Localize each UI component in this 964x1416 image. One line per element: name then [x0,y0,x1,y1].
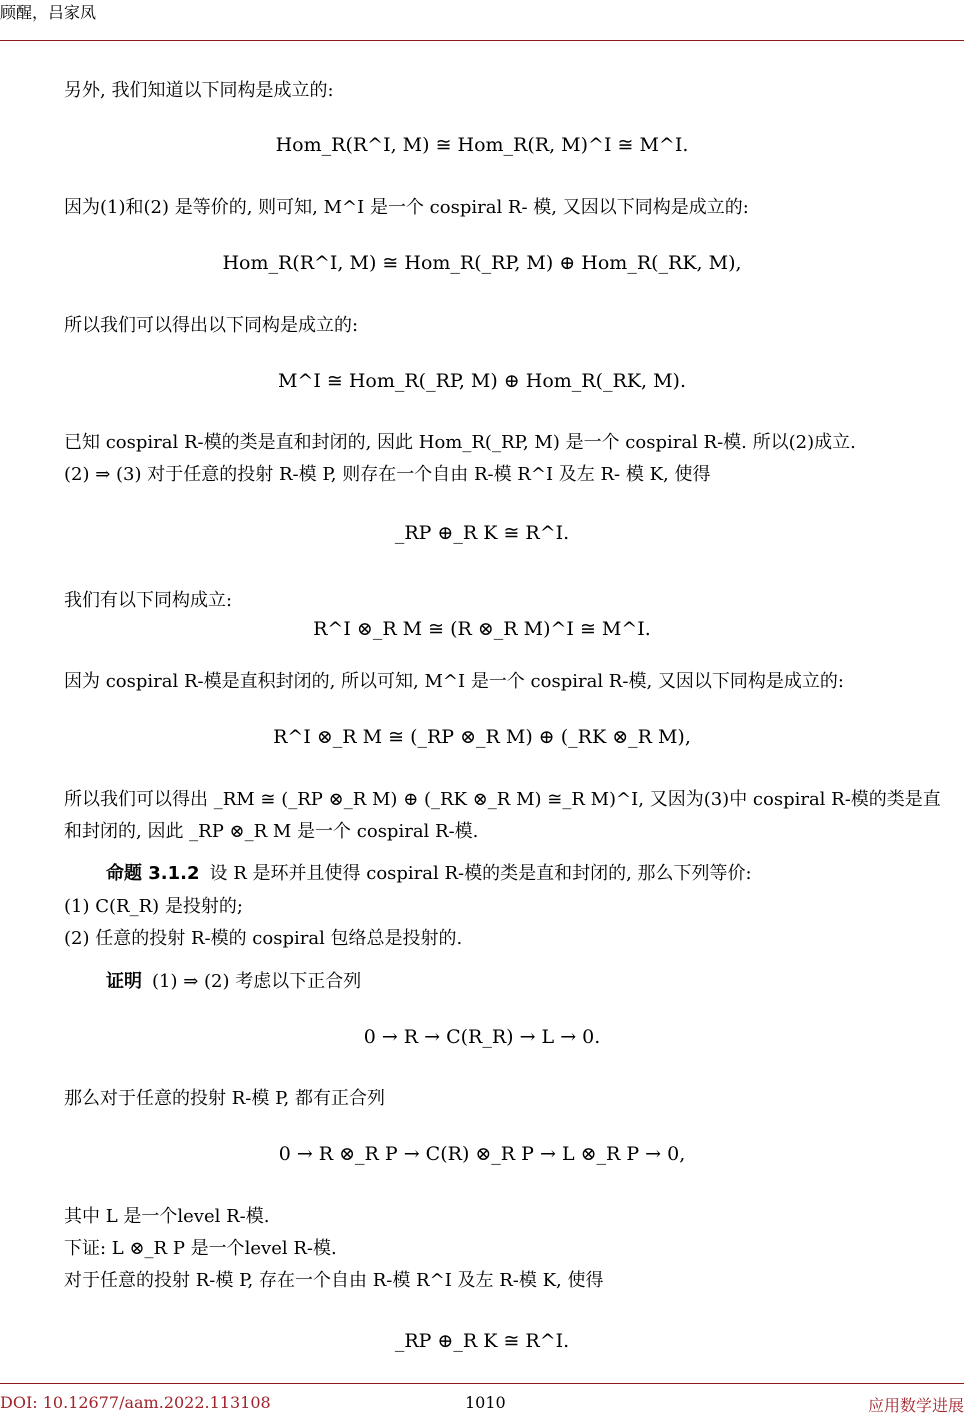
proof [106,967,361,993]
paragraph: (2) ⇒ (3) 对于任意的投射 R-模 P, 则存在一个自由 R-模 R^I 及左 R- 模 K, 使得 [64,464,711,485]
paragraph: 下证: L ⊗_R P 是一个level R-模. [64,1238,337,1259]
equation: _RP ⊕_R K ≅ R^I. [394,1330,570,1352]
proposition [106,859,752,885]
equation: Hom_R(R^I, M) ≅ Hom_R(R, M)^I ≅ M^I. [275,134,689,156]
equation: 0 → R ⊗_R P → C(R) ⊗_R P → L ⊗_R P → 0, [278,1143,686,1165]
proof-text: (1) ⇒ (2) 考虑以下正合列 [152,971,362,992]
paragraph: 和封闭的, 因此 _RP ⊗_R M 是一个 cospiral R-模. [64,821,479,842]
paragraph: 所以我们可以得出以下同构是成立的: [64,315,359,336]
paragraph: 我们有以下同构成立: [64,590,233,611]
equation: 0 → R → C(R_R) → L → 0. [363,1026,601,1048]
equation: R^I ⊗_R M ≅ (R ⊗_R M)^I ≅ M^I. [313,618,651,640]
paragraph: 因为 cospiral R-模是直积封闭的, 所以可知, M^I 是一个 cospiral R-模, 又因以下同构是成立的: [64,671,844,692]
equation: M^I ≅ Hom_R(_RP, M) ⊕ Hom_R(_RK, M). [277,370,687,392]
journal-name: 应用数学进展 [867,1396,964,1415]
equation: R^I ⊗_R M ≅ (_RP ⊗_R M) ⊕ (_RK ⊗_R M), [273,726,691,748]
proposition-label: 命题 3.1.2 [106,863,200,884]
proof-label: 证明 [106,971,142,992]
paragraph: 所以我们可以得出 _RM ≅ (_RP ⊗_R M) ⊕ (_RK ⊗_R M) ≅_R M)^I, 又因为(3)中 cospiral R-模的类是直 [64,789,941,810]
header-rule [0,40,964,41]
paragraph: 另外, 我们知道以下同构是成立的: [64,80,334,101]
paragraph: 对于任意的投射 R-模 P, 存在一个自由 R-模 R^I 及左 R-模 K, 使得 [64,1270,604,1291]
footer-rule [0,1383,964,1384]
paragraph: 已知 cospiral R-模的类是直和封闭的, 因此 Hom_R(_RP, M) 是一个 cospiral R-模. 所以(2)成立. [64,432,856,453]
paragraph: 其中 L 是一个level R-模. [64,1206,270,1227]
list-item: (1) C(R_R) 是投射的; [64,896,243,917]
doi-link[interactable]: DOI: 10.12677/aam.2022.113108 [0,1393,271,1412]
equation: _RP ⊕_R K ≅ R^I. [394,522,570,544]
list-item: (2) 任意的投射 R-模的 cospiral 包络总是投射的. [64,928,463,949]
paragraph: 那么对于任意的投射 R-模 P, 都有正合列 [64,1088,385,1109]
equation: Hom_R(R^I, M) ≅ Hom_R(_RP, M) ⊕ Hom_R(_RK, M), [222,252,742,274]
proposition-text: 设 R 是环并且使得 cospiral R-模的类是直和封闭的, 那么下列等价: [209,863,752,884]
paragraph: 因为(1)和(2) 是等价的, 则可知, M^I 是一个 cospiral R- 模, 又因以下同构是成立的: [64,197,749,218]
page-number: 1010 [465,1393,506,1412]
running-header-authors: 顾醒，吕家凤 [0,3,97,22]
